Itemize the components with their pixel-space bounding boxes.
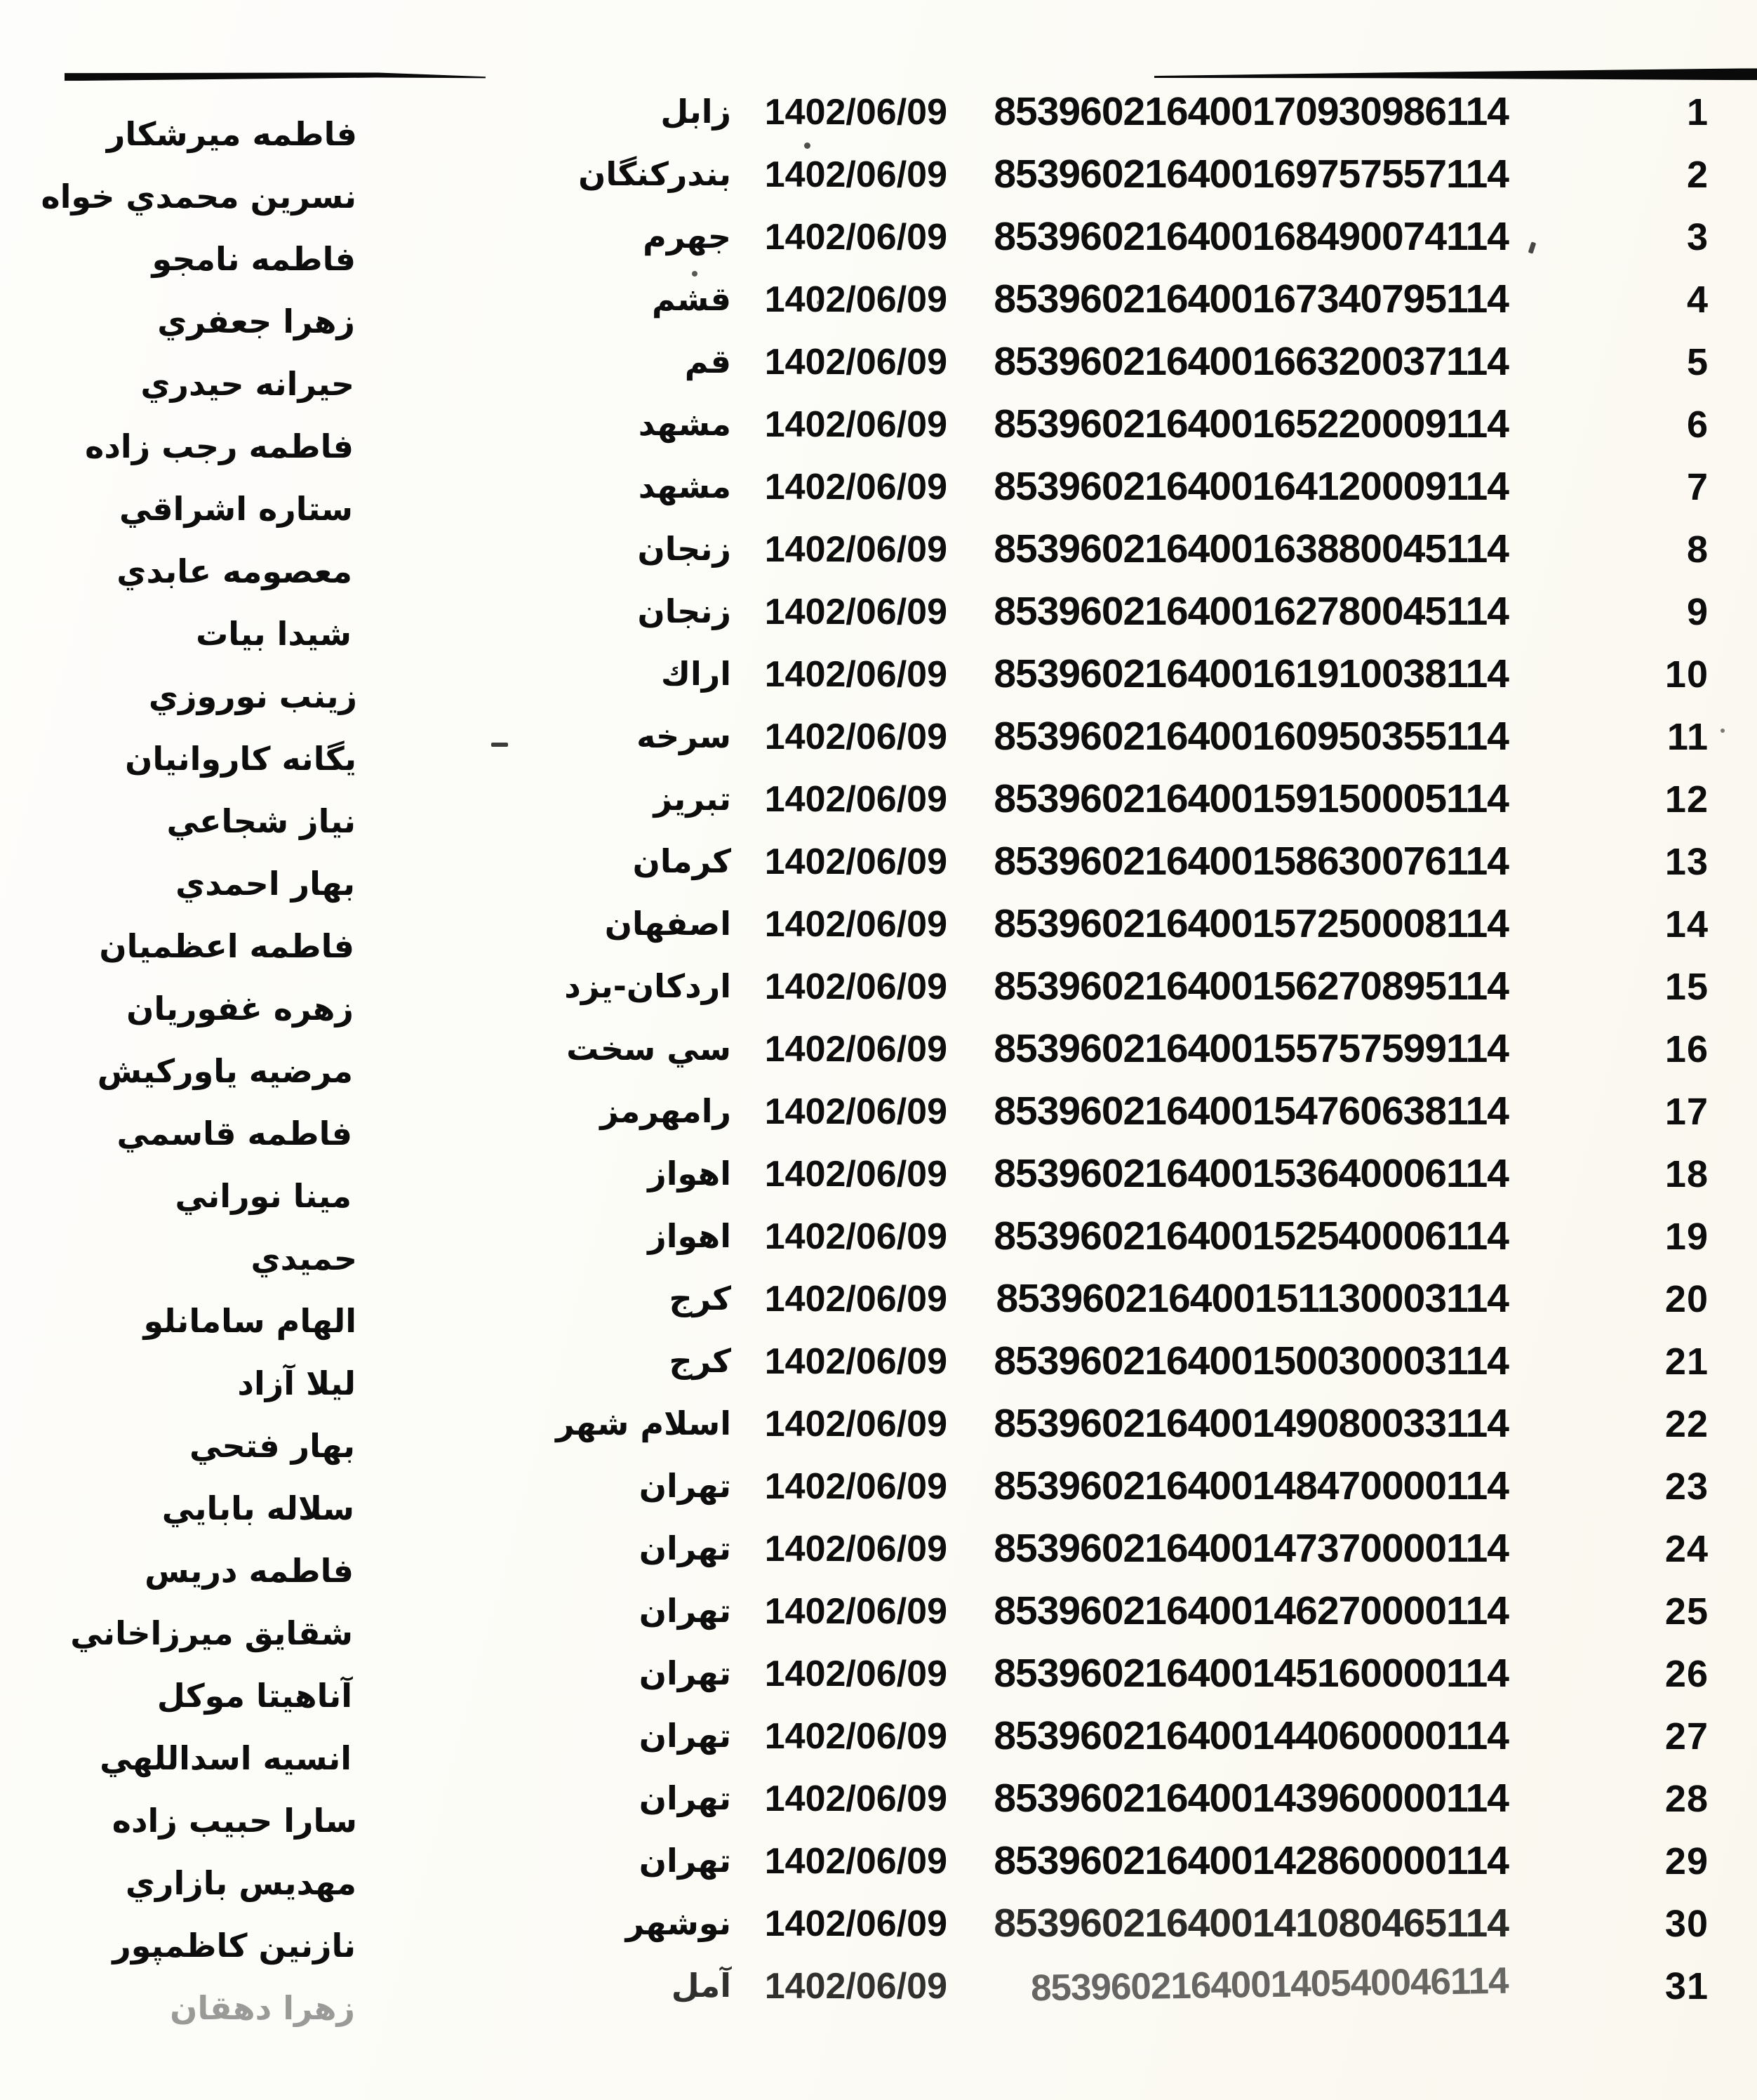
tracking-number: 853960216400159150005114 [994, 776, 1509, 821]
tracking-number: 853960216400152540006114 [994, 1214, 1509, 1258]
recipient-name: سارا حبيب زاده [112, 1802, 357, 1840]
registration-date: 1402/06/09 [764, 342, 947, 383]
city: اردكان-يزد [564, 967, 731, 1005]
tracking-number: 853960216400158630076114 [994, 839, 1509, 884]
scan-speck [692, 271, 697, 277]
row-number: 21 [1664, 1341, 1709, 1383]
recipient-name: شقايق ميرزاخاني [70, 1614, 353, 1652]
tracking-number: 853960216400140540046114 [1031, 1960, 1509, 2009]
tracking-number: 853960216400163880045114 [994, 526, 1509, 571]
recipient-name: آناهيتا موكل [156, 1677, 352, 1715]
city: قشم [651, 280, 731, 318]
recipient-name: بهار احمدي [175, 865, 355, 903]
city: مشهد [638, 405, 731, 443]
tracking-number: 853960216400153640006114 [994, 1151, 1509, 1196]
row-number: 30 [1664, 1903, 1709, 1945]
city: اهواز [648, 1155, 731, 1192]
row-number: 13 [1664, 841, 1709, 883]
tracking-number: 853960216400164120009114 [994, 464, 1509, 509]
city: آمل [671, 1967, 731, 2005]
row-number: 31 [1664, 1965, 1709, 2007]
city: تهران [639, 1529, 731, 1567]
city: سرخه [636, 717, 731, 755]
registration-date: 1402/06/09 [764, 654, 947, 695]
registration-date: 1402/06/09 [764, 1091, 947, 1132]
tracking-number: 853960216400143960000114 [994, 1776, 1509, 1821]
row-number: 20 [1664, 1278, 1709, 1320]
city: بندركنگان [578, 155, 731, 193]
recipient-name: مرضيه ياوركيش [97, 1052, 353, 1090]
recipient-name: انسيه اسداللهي [100, 1739, 352, 1777]
city: مشهد [638, 467, 731, 505]
recipient-name: شيدا بيات [196, 615, 352, 653]
registration-date: 1402/06/09 [764, 1779, 947, 1819]
registration-date: 1402/06/09 [764, 1716, 947, 1757]
registration-date: 1402/06/09 [764, 1154, 947, 1195]
recipient-name: زهرا دهقان [170, 1989, 355, 2027]
registration-date: 1402/06/09 [764, 1466, 947, 1507]
tracking-number: 853960216400155757599114 [994, 1026, 1509, 1071]
row-number: 7 [1686, 466, 1709, 508]
tracking-number: 853960216400156270895114 [994, 964, 1509, 1009]
registration-date: 1402/06/09 [764, 779, 947, 820]
row-number: 25 [1664, 1590, 1709, 1633]
city: قم [684, 343, 731, 380]
city: كرج [669, 1280, 731, 1317]
recipient-name: مهديس بازاري [125, 1864, 356, 1902]
row-number: 1 [1686, 91, 1709, 133]
row-number: 15 [1664, 966, 1709, 1008]
recipient-name: يگانه كاروانيان [125, 740, 356, 778]
city: تهران [639, 1779, 731, 1817]
registration-date: 1402/06/09 [764, 1903, 947, 1944]
registration-date: 1402/06/09 [764, 404, 947, 445]
row-number: 12 [1664, 778, 1709, 820]
table-top-border-right [1154, 68, 1757, 81]
tracking-number: 853960216400149080033114 [994, 1401, 1509, 1446]
recipient-name: فاطمه قاسمي [116, 1115, 352, 1152]
tracking-number: 853960216400165220009114 [994, 401, 1509, 446]
row-number: 10 [1664, 653, 1709, 696]
registration-date: 1402/06/09 [764, 904, 947, 945]
city: رامهرمز [600, 1092, 731, 1130]
row-number: 27 [1664, 1715, 1709, 1757]
city: زنجان [637, 530, 731, 568]
scan-speck [1721, 729, 1725, 733]
tracking-number: 853960216400142860000114 [994, 1838, 1509, 1883]
registration-date: 1402/06/09 [764, 966, 947, 1007]
recipient-name: حيرانه حيدري [140, 365, 354, 403]
recipient-name: زهره غفوريان [126, 990, 354, 1028]
registration-date: 1402/06/09 [764, 154, 947, 195]
city: تبريز [653, 780, 731, 818]
registration-date: 1402/06/09 [764, 92, 947, 133]
recipient-name: نازنين كاظمپور [112, 1927, 356, 1965]
scan-speck [804, 142, 810, 149]
city: اسلام شهر [556, 1404, 731, 1442]
registration-date: 1402/06/09 [764, 592, 947, 632]
tracking-number: 853960216400168490074114 [994, 214, 1509, 259]
recipient-name: فاطمه دريس [145, 1552, 354, 1590]
tracking-number: 853960216400170930986114 [994, 89, 1509, 134]
recipient-name: فاطمه نامجو [152, 240, 356, 278]
row-number: 2 [1686, 154, 1709, 196]
registration-date: 1402/06/09 [764, 529, 947, 570]
row-number: 24 [1664, 1528, 1709, 1570]
registration-date: 1402/06/09 [764, 1404, 947, 1444]
registration-date: 1402/06/09 [764, 1966, 947, 2007]
row-number: 26 [1664, 1653, 1709, 1695]
registration-date: 1402/06/09 [764, 1529, 947, 1569]
row-number: 22 [1664, 1403, 1709, 1445]
registration-date: 1402/06/09 [764, 1341, 947, 1382]
row-number: 9 [1686, 591, 1709, 633]
row-number: 19 [1664, 1216, 1709, 1258]
recipient-name: سلاله بابايي [161, 1489, 354, 1527]
tracking-number: 853960216400151130003114 [996, 1276, 1509, 1321]
city: تهران [639, 1592, 731, 1630]
tracking-number: 853960216400162780045114 [994, 589, 1509, 634]
recipient-name: بهار فتحي [189, 1427, 355, 1465]
registration-date: 1402/06/09 [764, 1216, 947, 1257]
tracking-number: 853960216400141080465114 [994, 1901, 1509, 1946]
recipient-name: فاطمه اعظميان [99, 927, 354, 965]
recipient-name: زينب نوروزي [148, 677, 357, 715]
city: زابل [660, 93, 731, 131]
city: سي سخت [566, 1030, 731, 1068]
city: تهران [639, 1717, 731, 1755]
city: اصفهان [604, 905, 731, 943]
row-number: 16 [1664, 1028, 1709, 1070]
registration-date: 1402/06/09 [764, 217, 947, 258]
row-number: 17 [1664, 1091, 1709, 1133]
row-number: 29 [1664, 1840, 1709, 1882]
registration-date: 1402/06/09 [764, 279, 947, 320]
tracking-number: 853960216400161910038114 [994, 651, 1509, 696]
registration-date: 1402/06/09 [764, 1591, 947, 1632]
recipient-name: ستاره اشراقي [119, 490, 353, 528]
registration-date: 1402/06/09 [764, 1029, 947, 1070]
recipient-name: حميدي [250, 1240, 357, 1277]
registration-date: 1402/06/09 [764, 717, 947, 757]
city: نوشهر [625, 1904, 731, 1942]
table-top-border-left [65, 72, 486, 82]
row-number: 6 [1686, 404, 1709, 446]
tracking-number: 853960216400154760638114 [994, 1089, 1509, 1134]
recipient-name: معصومه عابدي [116, 552, 352, 590]
city: اهواز [648, 1217, 731, 1255]
recipient-name: الهام سامانلو [143, 1302, 356, 1340]
recipient-name: فاطمه رجب زاده [85, 427, 354, 465]
recipient-name: مينا نوراني [175, 1177, 352, 1215]
tracking-number: 853960216400166320037114 [994, 339, 1509, 384]
city: كرج [669, 1342, 731, 1380]
stray-apostrophe-mark [1528, 241, 1537, 253]
registration-date: 1402/06/09 [764, 1654, 947, 1694]
row-number: 28 [1664, 1778, 1709, 1820]
tracking-number: 853960216400145160000114 [994, 1651, 1509, 1696]
tracking-number: 853960216400167340795114 [994, 277, 1509, 321]
row-number: 18 [1664, 1153, 1709, 1195]
city: زنجان [637, 592, 731, 630]
recipient-name: زهرا جعفري [157, 303, 355, 340]
registration-date: 1402/06/09 [764, 842, 947, 882]
row-number: 3 [1686, 216, 1709, 258]
recipient-name: فاطمه ميرشكار [106, 115, 357, 153]
tracking-number: 853960216400169757557114 [994, 152, 1509, 197]
registration-date: 1402/06/09 [764, 1841, 947, 1882]
tracking-number: 853960216400147370000114 [994, 1526, 1509, 1571]
tracking-number: 853960216400157250008114 [994, 901, 1509, 946]
city: اراك [660, 655, 731, 693]
city: جهرم [643, 218, 731, 255]
row-number: 14 [1664, 903, 1709, 945]
tracking-number: 853960216400160950355114 [994, 714, 1509, 759]
row-number: 4 [1686, 279, 1709, 321]
city: كرمان [632, 842, 731, 880]
city: تهران [639, 1842, 731, 1880]
tracking-number: 853960216400144060000114 [994, 1713, 1509, 1758]
row-number: 5 [1686, 341, 1709, 383]
registration-date: 1402/06/09 [764, 1279, 947, 1320]
registration-date: 1402/06/09 [764, 467, 947, 507]
city: تهران [639, 1467, 731, 1505]
row-number: 23 [1664, 1466, 1709, 1508]
recipient-name: نسرين محمدي خواه [41, 178, 356, 215]
tracking-number: 853960216400150030003114 [994, 1338, 1509, 1383]
recipient-name: ليلا آزاد [237, 1364, 356, 1402]
row-number: 8 [1686, 529, 1709, 571]
city: تهران [639, 1654, 731, 1692]
recipient-name: نياز شجاعي [166, 802, 356, 840]
tracking-number: 853960216400146270000114 [994, 1588, 1509, 1633]
tracking-number: 853960216400148470000114 [994, 1463, 1509, 1508]
row-number: 11 [1666, 716, 1709, 758]
stray-dash-mark [491, 743, 508, 747]
